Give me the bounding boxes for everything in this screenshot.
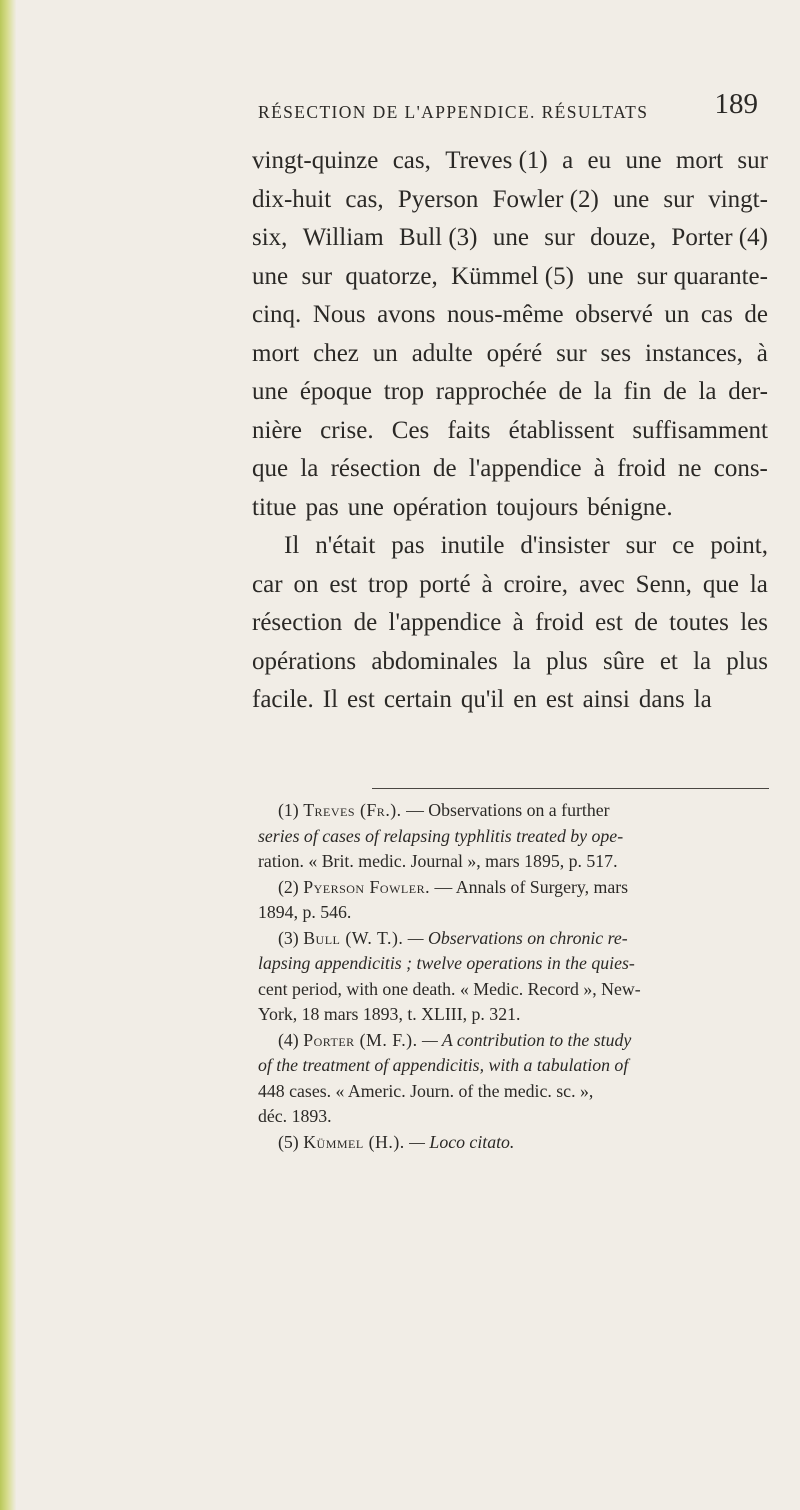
word: opérations — [252, 647, 357, 675]
word: froid — [617, 455, 666, 482]
word: de — [353, 609, 378, 636]
word: les — [740, 609, 768, 636]
word: mort — [252, 339, 300, 367]
word: la — [593, 378, 612, 405]
word: plus — [726, 647, 768, 675]
word: la — [749, 570, 768, 598]
word: abdominales — [371, 647, 498, 675]
word: dans — [638, 686, 685, 713]
word: a — [562, 147, 574, 174]
footnote-2 — [258, 875, 768, 926]
footnote-text: — Annals of Surgery, mars — [434, 876, 629, 897]
word: suffisamment — [632, 416, 768, 444]
word: toutes — [669, 609, 729, 636]
footnote-4 — [258, 1028, 768, 1130]
text-line — [252, 604, 768, 643]
word: Il — [322, 686, 339, 713]
word: sûre — [602, 647, 645, 675]
word: observé — [575, 301, 653, 328]
word: der- — [728, 378, 768, 405]
word: une — [252, 378, 289, 405]
word: un — [664, 301, 690, 328]
word: la — [693, 686, 712, 713]
footnote-text: 1894, p. 546. — [258, 902, 352, 922]
footnote-marker: (1) — [278, 800, 299, 820]
running-head: RÉSECTION DE L'APPENDICE. RÉSULTATS — [258, 102, 649, 122]
word: ainsi — [582, 686, 630, 713]
footnote-text: York, 18 mars 1893, t. XLIII, p. 321. — [258, 1004, 521, 1024]
word: adulte — [411, 339, 473, 367]
word: que — [252, 455, 289, 482]
word: Ces — [391, 416, 430, 444]
word: de — [634, 609, 658, 636]
word: six, — [252, 224, 288, 251]
word: Senn, — [635, 570, 692, 598]
footnote-text: series of cases of relapsing typhlitis treated by ope- — [258, 825, 624, 846]
word: à — [756, 339, 768, 367]
word: à — [593, 455, 605, 482]
word: on — [293, 570, 319, 598]
word: vingt- — [708, 185, 768, 213]
word: ne — [677, 455, 702, 482]
page-header — [258, 88, 758, 130]
word: à — [481, 570, 493, 598]
word: établissent — [508, 416, 615, 444]
footnote-text: — Observations on chronic re- — [407, 927, 628, 948]
word: et — [659, 647, 678, 675]
word: époque — [299, 378, 373, 405]
word: l'appendice — [468, 455, 582, 482]
word: toujours — [496, 493, 579, 521]
word: sur — [625, 532, 657, 559]
footnote-text: déc. 1893. — [258, 1106, 332, 1126]
footnote-text: cent period, with one death. « Medic. Record », New- — [258, 978, 641, 999]
word: que — [702, 570, 739, 598]
word: opéré — [486, 339, 543, 367]
word: nous-même — [446, 301, 564, 328]
footnote-5 — [258, 1130, 768, 1156]
word: cas, — [392, 147, 431, 174]
word: crise. — [320, 416, 374, 444]
text-line — [252, 335, 768, 374]
word: ses — [600, 339, 632, 367]
word: sur — [737, 147, 768, 174]
footnote-3 — [258, 926, 768, 1028]
text-line — [252, 527, 768, 566]
word: Fowler (2) — [492, 185, 599, 213]
word: cas, — [345, 185, 384, 213]
word: facile. — [252, 686, 314, 713]
word: une — [625, 147, 662, 174]
word: porté — [419, 570, 471, 598]
word: rapprochée — [435, 378, 547, 405]
word: qu'il — [460, 686, 505, 713]
page-number: 189 — [714, 88, 758, 120]
word: d'insister — [520, 532, 610, 559]
word: de — [558, 378, 583, 405]
footnote-text: — Observations on a further — [406, 800, 610, 820]
footnote-separator — [372, 788, 769, 789]
word: une — [252, 262, 289, 290]
word: Porter (4) — [671, 224, 768, 251]
word: dix-huit — [252, 185, 332, 213]
footnote-text: of the treatment of appendicitis, with a tabulation of — [258, 1055, 629, 1075]
footnotes — [258, 798, 768, 1155]
word: cas — [700, 301, 733, 328]
word: chez — [313, 339, 359, 367]
word: la — [512, 647, 531, 675]
word: à — [512, 609, 524, 636]
word: est — [545, 686, 574, 713]
word: titue — [252, 493, 297, 521]
word: inutile — [440, 532, 505, 559]
word: froid — [535, 609, 584, 636]
word: car — [252, 570, 283, 598]
footnote-author: Treves (Fr.). — [303, 800, 402, 820]
word: sur — [663, 185, 694, 213]
word: une — [347, 493, 384, 521]
word: opération — [392, 493, 488, 521]
word: résection — [252, 609, 343, 636]
word: croire, — [503, 570, 569, 598]
word: sur — [301, 262, 333, 290]
word: de — [663, 378, 687, 405]
text-line — [252, 489, 768, 528]
footnote-text: — A contribution to the study — [422, 1029, 632, 1050]
text-line — [252, 643, 768, 682]
word: Bull (3) — [399, 224, 478, 251]
word: fin — [623, 378, 652, 405]
word: trop — [368, 570, 409, 598]
word: sur quarante- — [636, 262, 768, 290]
text-line — [252, 412, 768, 451]
word: de — [433, 455, 457, 482]
word: cons- — [713, 455, 768, 482]
word: avec — [578, 570, 625, 598]
word: plus — [546, 647, 588, 675]
word: une — [613, 185, 650, 213]
word: la — [698, 378, 717, 405]
word: Treves (1) — [445, 147, 548, 174]
footnote-text: — Loco citato. — [409, 1131, 515, 1152]
footnote-marker: (3) — [278, 927, 299, 948]
word: trop — [383, 378, 425, 405]
footnote-text: lapsing appendicitis ; twelve operations in the quies- — [258, 953, 635, 973]
text-line — [252, 142, 768, 181]
word: résection — [330, 455, 421, 482]
word: certain — [383, 686, 452, 713]
text-line — [252, 566, 768, 605]
word: eu — [587, 147, 612, 174]
word: une — [492, 224, 529, 251]
text-line — [252, 450, 768, 489]
word: la — [693, 647, 712, 675]
word: la — [300, 455, 319, 482]
text-line — [252, 373, 768, 412]
word: sur — [556, 339, 587, 367]
footnote-marker: (4) — [278, 1029, 299, 1050]
text-line — [252, 181, 768, 220]
text-line — [252, 219, 768, 258]
word: Il — [284, 532, 300, 559]
footnote-author: Porter (M. F.). — [303, 1029, 418, 1050]
word: faits — [447, 416, 491, 444]
word: pas — [391, 532, 425, 559]
footnote-text: ration. « Brit. medic. Journal », mars 1895, p. 517. — [258, 851, 618, 871]
word: William — [302, 224, 384, 251]
text-line — [252, 296, 768, 335]
word: avons — [377, 301, 436, 328]
word: est — [595, 609, 623, 636]
word: Nous — [312, 301, 366, 328]
word: quatorze, — [345, 262, 438, 290]
word: point, — [710, 532, 768, 559]
body-text — [252, 142, 768, 720]
word: pas — [305, 493, 339, 521]
word: Kümmel (5) — [451, 262, 574, 290]
word: douze, — [590, 224, 657, 251]
word: est — [347, 686, 375, 713]
word: l'appendice — [388, 609, 502, 636]
footnote-marker: (2) — [278, 876, 299, 897]
text-line — [252, 681, 768, 720]
text-line — [252, 258, 768, 297]
word: Pyerson — [397, 185, 479, 213]
word: n'était — [315, 532, 376, 559]
word: en — [513, 686, 537, 713]
word: nière — [252, 416, 302, 444]
word: mort — [675, 147, 724, 174]
footnote-text: 448 cases. « Americ. Journ. of the medic. sc. », — [258, 1080, 594, 1101]
footnote-author: Kümmel (H.). — [303, 1131, 405, 1152]
footnote-marker: (5) — [278, 1131, 299, 1152]
word: cinq. — [252, 301, 302, 328]
word: bénigne. — [587, 493, 673, 521]
word: de — [744, 301, 768, 328]
footnote-author: Bull (W. T.). — [303, 927, 404, 948]
word: sur — [544, 224, 575, 251]
word: ce — [672, 532, 695, 559]
word: une — [587, 262, 624, 290]
footnote-1 — [258, 798, 768, 875]
word: un — [372, 339, 398, 367]
word: instances, — [645, 339, 743, 367]
footnote-author: Pyerson Fowler. — [303, 876, 431, 897]
word: est — [329, 570, 358, 598]
word: vingt-quinze — [252, 147, 379, 174]
